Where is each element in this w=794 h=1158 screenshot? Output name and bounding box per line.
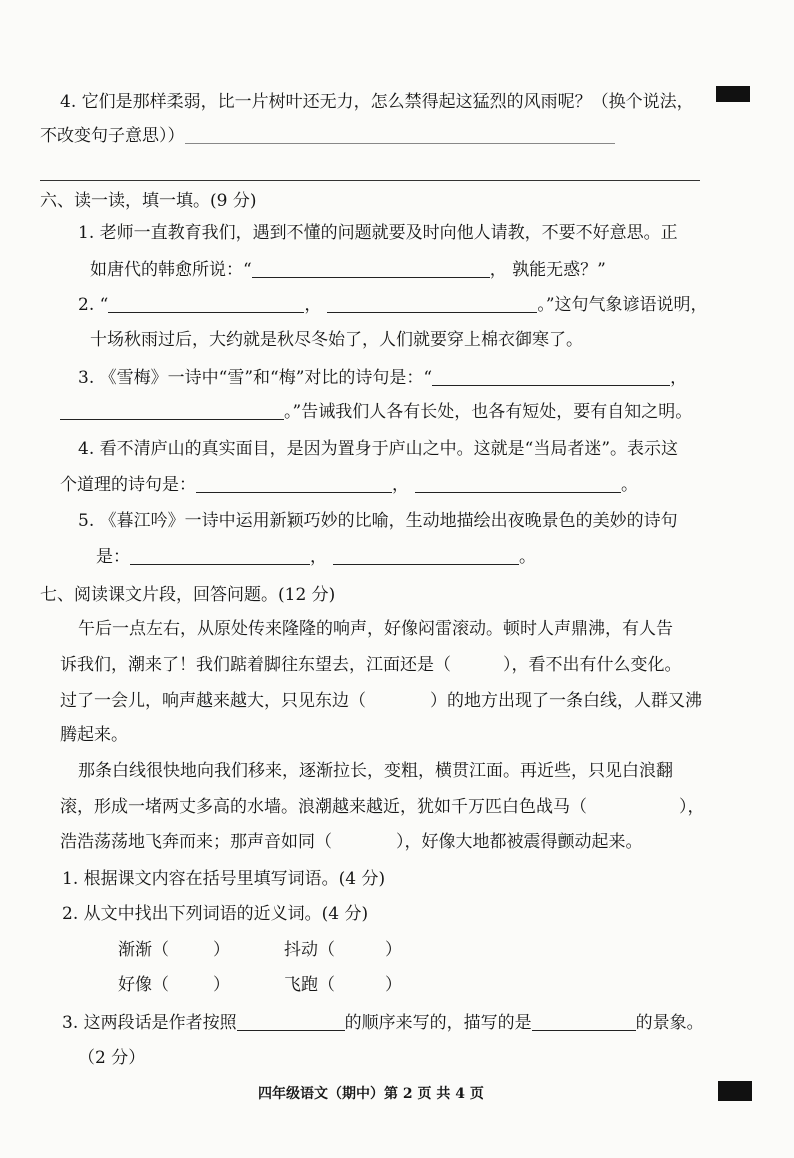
passage1-line4: 腾起来。 bbox=[60, 725, 128, 745]
s7-question1: 1. 根据课文内容在括号里填写词语。(4 分) bbox=[62, 869, 386, 889]
s7-question3-score: （2 分） bbox=[78, 1048, 146, 1068]
passage1-line2-b: ），看不出有什么变化。 bbox=[503, 655, 682, 675]
s6-item4-line1: 4. 看不清庐山的真实面目，是因为置身于庐山之中。这就是“当局者迷”。表示这 bbox=[78, 439, 679, 459]
synonym-row-2 bbox=[0, 973, 794, 997]
s6-item5-blank-2[interactable] bbox=[333, 547, 519, 565]
page-footer: 四年级语文（期中）第 2 页 共 4 页 bbox=[258, 1086, 484, 1102]
s6-item4-period: 。 bbox=[621, 475, 638, 495]
section6-heading: 六、读一读，填一填。(9 分) bbox=[40, 191, 257, 211]
s6-item3-prefix: 3. 《雪梅》一诗中“雪”和“梅”对比的诗句是：“ bbox=[78, 368, 433, 388]
synonym-item-feipao[interactable]: 飞跑（ ） bbox=[284, 975, 402, 995]
s6-item5-comma: ， bbox=[310, 547, 327, 567]
passage1-line2 bbox=[60, 653, 682, 677]
passage1-line3-b: ）的地方出现了一条白线，人群又沸 bbox=[430, 691, 702, 711]
s6-item4-line2 bbox=[60, 473, 638, 497]
q4-line1: 4. 它们是那样柔弱，比一片树叶还无力，怎么禁得起这猛烈的风雨呢？（换个说法， bbox=[60, 92, 694, 112]
synonym-item-haoxiang[interactable]: 好像（ ） bbox=[118, 975, 230, 995]
s6-item1-line2 bbox=[90, 258, 606, 282]
s6-item4-blank-1[interactable] bbox=[196, 475, 392, 493]
q3-blank-2[interactable] bbox=[532, 1013, 636, 1031]
s6-item3-line2 bbox=[60, 400, 692, 424]
s6-item3-blank-2[interactable] bbox=[60, 402, 284, 420]
s6-item2-blank-2[interactable] bbox=[327, 295, 537, 313]
passage1-line1: 午后一点左右，从原处传来隆隆的响声，好像闷雷滚动。顿时人声鼎沸，有人告 bbox=[78, 619, 673, 639]
s6-item5-line1: 5. 《暮江吟》一诗中运用新颖巧妙的比喻，生动地描绘出夜晚景色的美妙的诗句 bbox=[78, 511, 678, 531]
s7-question2: 2. 从文中找出下列词语的近义词。(4 分) bbox=[62, 904, 369, 924]
passage2-line2-a: 滚，形成一堵两丈多高的水墙。浪潮越来越近，犹如千万匹白色战马（ bbox=[60, 797, 587, 817]
q3-prefix: 3. 这两段话是作者按照 bbox=[62, 1013, 237, 1033]
passage2-line3-b: ），好像大地都被震得颤动起来。 bbox=[396, 832, 643, 852]
q4-line2-text: 不改变句子意思）） bbox=[40, 126, 185, 146]
s6-item5-line2 bbox=[96, 545, 536, 569]
section7-heading: 七、阅读课文片段，回答问题。(12 分) bbox=[40, 585, 336, 605]
s6-item5-prefix: 是： bbox=[96, 547, 130, 567]
passage2-line1: 那条白线很快地向我们移来，逐渐拉长，变粗，横贯江面。再近些，只见白浪翻 bbox=[78, 761, 673, 781]
s6-item4-comma: ， bbox=[392, 475, 409, 495]
passage1-line2-a: 诉我们，潮来了！我们踮着脚往东望去，江面还是（ bbox=[60, 655, 451, 675]
s6-item4-prefix: 个道理的诗句是： bbox=[60, 475, 196, 495]
corner-marker-bottom bbox=[718, 1081, 752, 1101]
synonym-item-doudong[interactable]: 抖动（ ） bbox=[284, 940, 402, 960]
q3-blank-1[interactable] bbox=[237, 1013, 345, 1031]
s7-question3 bbox=[62, 1011, 704, 1035]
s6-item4-blank-2[interactable] bbox=[415, 475, 621, 493]
passage2-line3 bbox=[60, 830, 643, 854]
passage1-line3-a: 过了一会儿，响声越来越大，只见东边（ bbox=[60, 691, 366, 711]
passage2-line2-b: ）， bbox=[679, 797, 705, 817]
passage1-line3 bbox=[60, 689, 702, 713]
synonym-item-jianjian[interactable]: 渐渐（ ） bbox=[118, 940, 230, 960]
s6-item2-line2: 十场秋雨过后，大约就是秋尽冬始了，人们就要穿上棉衣御寒了。 bbox=[90, 330, 583, 350]
q4-line2 bbox=[40, 124, 615, 148]
q3-middle: 的顺序来写的，描写的是 bbox=[344, 1013, 532, 1033]
q4-answer-blank-1[interactable] bbox=[185, 126, 615, 144]
s6-item5-period: 。 bbox=[519, 547, 536, 567]
s6-item3-blank-1[interactable] bbox=[432, 368, 670, 386]
passage2-line2 bbox=[60, 795, 705, 819]
q4-answer-blank-2[interactable] bbox=[40, 180, 700, 181]
s6-item2-blank-1[interactable] bbox=[108, 295, 304, 313]
corner-marker-top bbox=[716, 86, 750, 102]
s6-item3-comma: ， bbox=[670, 368, 688, 388]
s6-item2-line1 bbox=[78, 293, 708, 317]
synonym-row-1 bbox=[0, 938, 794, 962]
s6-item1-prefix: 如唐代的韩愈所说：“ bbox=[90, 260, 252, 280]
s6-item1-line1: 1. 老师一直教育我们，遇到不懂的问题就要及时向他人请教，不要不好意思。正 bbox=[78, 223, 678, 243]
s6-item2-prefix: 2. “ bbox=[78, 295, 109, 315]
s6-item2-comma: ， bbox=[304, 295, 322, 315]
s6-item3-line1 bbox=[78, 366, 687, 390]
s6-item3-suffix: 。”告诫我们人各有长处，也各有短处，要有自知之明。 bbox=[284, 402, 693, 422]
s6-item5-blank-1[interactable] bbox=[130, 547, 310, 565]
passage2-line3-a: 浩浩荡荡地飞奔而来；那声音如同（ bbox=[60, 832, 332, 852]
s6-item2-suffix: 。”这句气象谚语说明， bbox=[537, 295, 708, 315]
s6-item1-suffix: ， 孰能无惑？” bbox=[489, 260, 606, 280]
s6-item1-blank[interactable] bbox=[252, 260, 490, 278]
q3-suffix: 的景象。 bbox=[635, 1013, 704, 1033]
